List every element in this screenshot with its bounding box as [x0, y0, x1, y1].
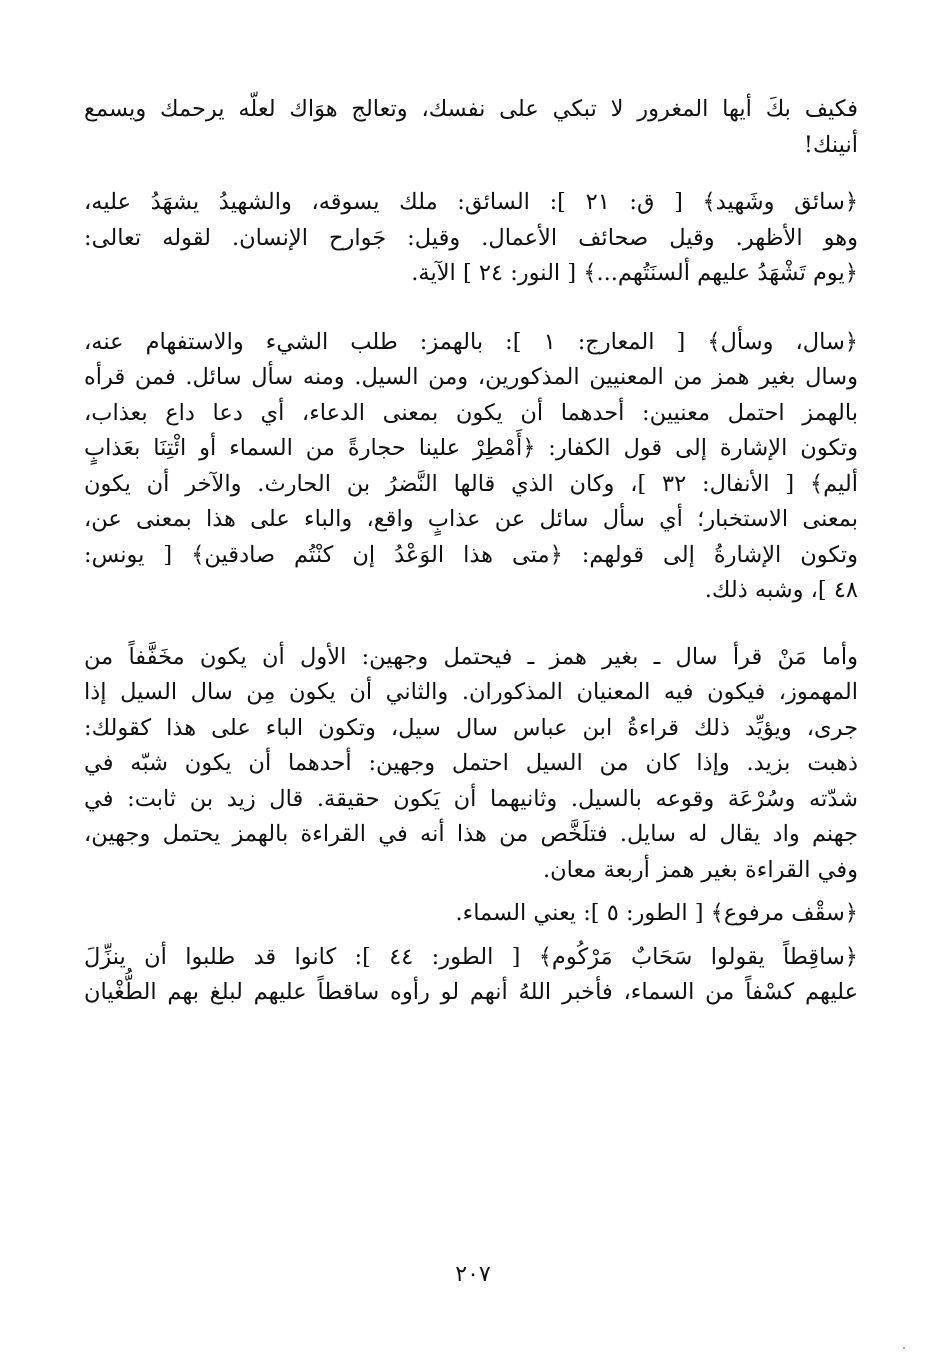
text-line: وتكون الإشارةُ إلى قولهم: ﴿متى هذا الوَعْدُ إن كنْتُم صادقين﴾ [ يونس:	[84, 541, 858, 568]
text-line: ﴿سائق وشَهيد﴾ [ ق: ٢١ ]: السائق: ملك يسوقه، والشهيدُ يشهَدُ عليه،	[84, 189, 859, 215]
text-line: جهنم واد يقال له سايل. فتلَخَّص من هذا أنه في القراءة بالهمز يحتمل وجهين،	[84, 821, 858, 847]
paragraph-5	[84, 896, 858, 932]
text-line: فكيف بكَ أيها المغرور لا تبكي على نفسك، وتعالج هوَاك لعلّه يرحمك ويسمع	[84, 96, 858, 122]
text-line: بمعنى الاستخبار؛ أي سأل سائل عن عذابٍ واقع، والباء على هذا بمعنى عن،	[84, 506, 858, 532]
text-line: وفي القراءة بغير همز أربعة معان.	[543, 856, 858, 883]
text-line: عليهم كسْفاً من السماء، فأخبر اللهُ أنهم لو رأوه ساقطاً عليهم لبلغ بهم الطُّغْيان	[84, 979, 858, 1005]
paragraph-4	[84, 640, 858, 889]
paragraph-2	[84, 185, 858, 292]
paragraph-6	[84, 940, 858, 1011]
text-line: وتكون الإشارة إلى قول الكفار: ﴿أَمْطِرْ علينا حجارةً من السماء أو ائْتِنَا بعَذابٍ	[84, 435, 858, 461]
text-line: ﴿سقْف مرفوع﴾ [ الطور: ٥ ]: يعني السماء.	[455, 900, 858, 926]
text-line: وأما مَنْ قرأ سال ـ بغير همز ـ فيحتمل وجهين: الأول أن يكون مخَفَّفاً من	[84, 643, 858, 670]
paragraph-3	[84, 325, 858, 609]
text-line: ﴿ساقِطاً يقولوا سَحَابٌ مَرْكُوم﴾ [ الطور: ٤٤ ]: كانوا قد طلبوا أن ينزِّلَ	[84, 943, 858, 970]
text-line: وسال بغير همز من المعنيين المذكورين، ومن السيل. ومنه سأل سائل. فمن قرأه	[84, 364, 858, 390]
text-line: ٤٨ ]، وشبه ذلك.	[704, 577, 858, 603]
text-line: أليم﴾ [ الأنفال: ٣٢ ]، وكان الذي قالها النَّضرُ بن الحارث. والآخر أن يكون	[84, 470, 858, 497]
text-line: المهموز، فيكون فيه المعنيان المذكوران. والثاني أن يكون مِن سال السيل إذا	[84, 679, 858, 705]
text-line: جرى، ويؤيِّد ذلك قراءةُ ابن عباس سال سيل، وتكون الباء على هذا كقولك:	[84, 714, 858, 741]
text-line: شدّته وسُرْعَة وقوعه بالسيل. وثانيهما أن يَكون حقيقة. قال زيد بن ثابت: في	[84, 785, 858, 812]
text-line: وهو الأظهر. وقيل صحائف الأعمال. وقيل: جَوارح الإنسان. لقوله تعالى:	[84, 224, 858, 251]
page-body	[84, 92, 858, 1011]
scan-speck	[903, 1347, 905, 1349]
paragraph-1	[84, 92, 858, 163]
page-number: ٢٠٧	[455, 1262, 491, 1287]
text-line: أنينك!	[803, 131, 858, 158]
text-line: بالهمز احتمل معنيين: أحدهما أن يكون بمعنى الدعاء، أي دعا داع بعذاب،	[84, 399, 858, 426]
text-line: ﴿يوم تَشْهَدُ عليهم ألسنَتُهم...﴾ [ النور: ٢٤ ] الآية.	[411, 260, 858, 286]
text-line: ﴿سال، وسأل﴾ [ المعارج: ١ ]: بالهمز: طلب الشيء والاستفهام عنه،	[84, 328, 858, 355]
text-line: ذهبت بزيد. وإذا كان من السيل احتمل وجهين: أحدهما أن يكون شبّه في	[84, 750, 858, 776]
